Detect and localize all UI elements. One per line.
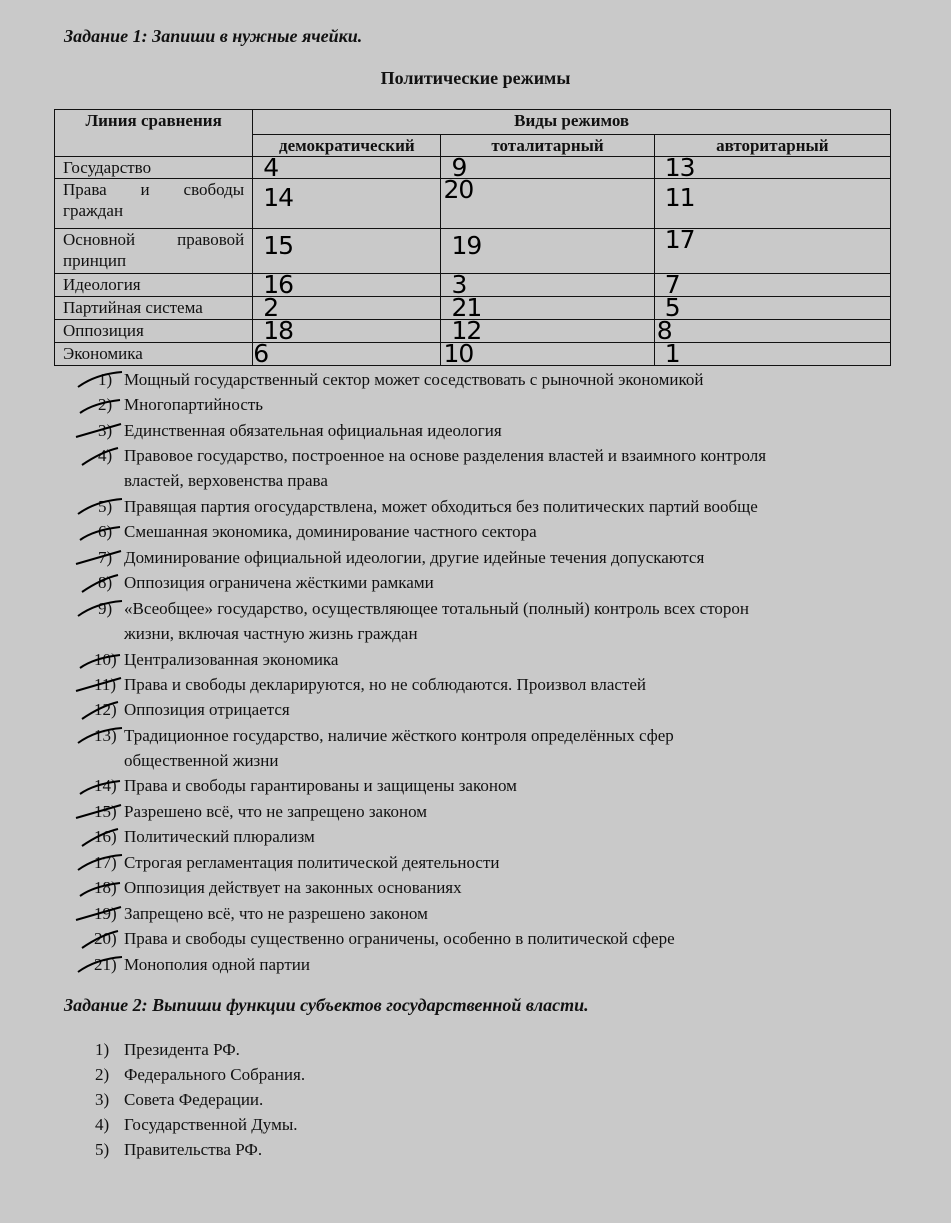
item-text: Правительства РФ. (124, 1140, 263, 1159)
statement-text: Оппозиция действует на законных основаниях (124, 878, 462, 897)
statement-item (90, 901, 428, 926)
answer-cell[interactable] (441, 229, 654, 274)
handwritten-answer: 21 (451, 293, 482, 322)
statement-item (90, 773, 517, 798)
crossed-out-mark-icon (76, 726, 126, 746)
statement-number: 5) (98, 497, 113, 516)
statement-number: 14) (94, 776, 117, 795)
statement-text: Политический плюрализм (124, 827, 315, 846)
statement-text: Права и свободы существенно ограничены, особенно в политической сфере (124, 929, 675, 948)
row-label: Государство (55, 157, 253, 179)
statement-item (90, 850, 500, 875)
crossed-out-mark-icon (76, 700, 126, 720)
crossed-out-mark-icon (76, 548, 126, 568)
statement-number: 6) (98, 522, 113, 541)
statement-text: Многопартийность (124, 395, 264, 414)
crossed-out-mark-icon (76, 573, 126, 593)
crossed-out-mark-icon (76, 421, 126, 441)
table-row (55, 343, 891, 366)
answer-cell[interactable] (654, 179, 890, 229)
statement-text: Правящая партия огосударствлена, может обходиться без политических партий вообще (124, 497, 758, 516)
answer-cell[interactable] (253, 229, 441, 274)
crossed-out-mark-icon (76, 929, 126, 949)
statement-item (90, 672, 647, 697)
handwritten-answer: 2 (263, 293, 279, 322)
item-number: 4) (95, 1115, 110, 1134)
crossed-out-mark-icon (76, 827, 126, 847)
header-regime-types: Виды режимов (253, 110, 891, 135)
header-democratic: демократический (253, 135, 441, 157)
statement-number: 16) (94, 827, 117, 846)
statement-text-continued: общественной жизни (124, 751, 279, 770)
crossed-out-mark-icon (76, 497, 126, 517)
task2-title: Задание 2: Выпиши функции субъектов государственной власти. (64, 995, 589, 1015)
handwritten-answer: 6 (253, 339, 269, 368)
table-row (55, 179, 891, 229)
statement-number: 15) (94, 802, 117, 821)
handwritten-answer: 12 (451, 316, 482, 345)
statement-item (90, 367, 704, 392)
handwritten-answer: 4 (263, 153, 279, 182)
answer-cell[interactable] (253, 153, 441, 182)
statement-item (90, 494, 758, 519)
header-authoritarian: авторитарный (654, 135, 890, 157)
statement-number: 18) (94, 878, 117, 897)
statement-text-continued: жизни, включая частную жизнь граждан (124, 624, 418, 643)
statement-text: Права и свободы гарантированы и защищены законом (124, 776, 517, 795)
answer-cell[interactable] (253, 270, 441, 299)
handwritten-answer: 19 (451, 231, 482, 260)
statement-item (90, 596, 749, 643)
answer-cell[interactable] (253, 339, 441, 368)
crossed-out-mark-icon (76, 904, 126, 924)
item-text: Совета Федерации. (124, 1090, 264, 1109)
statement-item (90, 952, 310, 977)
item-number: 3) (95, 1090, 110, 1109)
statement-number: 1) (98, 370, 113, 389)
row-label: Основной правовой принцип (55, 229, 253, 274)
statement-text: Строгая регламентация политической деятельности (124, 853, 500, 872)
statement-text: Права и свободы декларируются, но не соблюдаются. Произвол властей (124, 675, 647, 694)
row-label: Партийная система (55, 297, 253, 320)
handwritten-answer: 16 (263, 270, 294, 299)
statement-number: 19) (94, 904, 117, 923)
item-text: Федерального Собрания. (124, 1065, 306, 1084)
handwritten-answer: 8 (656, 316, 672, 345)
handwritten-answer: 14 (263, 183, 294, 212)
handwritten-answer: 7 (664, 270, 680, 299)
crossed-out-mark-icon (76, 370, 126, 390)
statement-item (90, 799, 428, 824)
crossed-out-mark-icon (76, 395, 126, 415)
statement-number: 8) (98, 573, 113, 592)
statement-text: Оппозиция отрицается (124, 700, 290, 719)
answer-cell[interactable] (441, 339, 654, 368)
handwritten-answer: 11 (664, 183, 695, 212)
statement-item (90, 545, 705, 570)
statement-text: Традиционное государство, наличие жёсткого контроля определённых сфер (124, 726, 674, 745)
crossed-out-mark-icon (76, 599, 126, 619)
answer-cell[interactable] (441, 175, 654, 229)
answer-cell[interactable] (654, 153, 890, 182)
statement-number: 12) (94, 700, 117, 719)
statement-text: Доминирование официальной идеологии, другие идейные течения допускаются (124, 548, 705, 567)
handwritten-answer: 15 (263, 231, 294, 260)
task1-title: Задание 1: Запиши в нужные ячейки. (64, 26, 363, 46)
statement-item (90, 570, 434, 595)
row-label: Права и свободы граждан (55, 179, 253, 229)
crossed-out-mark-icon (76, 675, 126, 695)
row-label: Идеология (55, 274, 253, 297)
statement-text: «Всеобщее» государство, осуществляющее тотальный (полный) контроль всех сторон (124, 599, 749, 618)
item-number: 5) (95, 1140, 110, 1159)
statement-item (90, 519, 537, 544)
crossed-out-mark-icon (76, 522, 126, 542)
list-item (95, 1112, 298, 1137)
table-title: Политические режимы (380, 68, 571, 88)
statement-item (90, 647, 339, 672)
crossed-out-mark-icon (76, 776, 126, 796)
statement-item (90, 723, 674, 770)
answer-cell[interactable] (654, 316, 890, 345)
answer-cell[interactable] (654, 225, 890, 274)
answer-cell[interactable] (253, 316, 441, 345)
statement-text: Смешанная экономика, доминирование частного сектора (124, 522, 537, 541)
crossed-out-mark-icon (76, 650, 126, 670)
regimes-table (54, 109, 891, 366)
statement-number: 11) (94, 675, 117, 694)
handwritten-answer: 13 (664, 153, 695, 182)
statement-text: Единственная обязательная официальная идеология (124, 421, 502, 440)
statement-text: Монополия одной партии (124, 955, 310, 974)
crossed-out-mark-icon (76, 802, 126, 822)
statement-text-continued: властей, верховенства права (124, 471, 328, 490)
statement-number: 17) (94, 853, 117, 872)
statement-number: 3) (98, 421, 113, 440)
statement-number: 10) (94, 650, 117, 669)
handwritten-answer: 17 (664, 225, 695, 254)
handwritten-answer: 20 (443, 175, 474, 204)
statement-item (90, 926, 675, 951)
statement-item (90, 824, 315, 849)
statement-item (90, 443, 767, 490)
answer-cell[interactable] (654, 339, 890, 368)
handwritten-answer: 10 (443, 339, 474, 368)
statement-text: Мощный государственный сектор может соседствовать с рыночной экономикой (124, 370, 704, 389)
handwritten-answer: 9 (451, 153, 467, 182)
row-label: Оппозиция (55, 320, 253, 343)
list-item (95, 1037, 240, 1062)
table-row (55, 229, 891, 274)
statement-number: 20) (94, 929, 117, 948)
handwritten-answer: 18 (263, 316, 294, 345)
item-text: Государственной Думы. (124, 1115, 298, 1134)
statement-text: Правовое государство, построенное на основе разделения властей и взаимного контроля (124, 446, 767, 465)
answer-cell[interactable] (654, 293, 890, 322)
handwritten-answer: 5 (664, 293, 680, 322)
crossed-out-mark-icon (76, 955, 126, 975)
statement-text: Оппозиция ограничена жёсткими рамками (124, 573, 434, 592)
header-compare-line: Линия сравнения (55, 110, 253, 157)
crossed-out-mark-icon (76, 446, 126, 466)
statement-number: 7) (98, 548, 113, 567)
statement-item (90, 875, 462, 900)
answer-cell[interactable] (654, 270, 890, 299)
statement-number: 9) (98, 599, 113, 618)
statement-text: Запрещено всё, что не разрешено законом (124, 904, 428, 923)
statement-number: 4) (98, 446, 113, 465)
handwritten-answer: 1 (664, 339, 680, 368)
statement-text: Централизованная экономика (124, 650, 339, 669)
item-number: 1) (95, 1040, 110, 1059)
answer-cell[interactable] (253, 179, 441, 229)
item-text: Президента РФ. (124, 1040, 240, 1059)
statement-number: 2) (98, 395, 113, 414)
list-item (95, 1062, 305, 1087)
list-item (95, 1137, 262, 1162)
statement-item (90, 392, 264, 417)
list-item (95, 1087, 263, 1112)
statement-number: 21) (94, 955, 117, 974)
crossed-out-mark-icon (76, 853, 126, 873)
item-number: 2) (95, 1065, 110, 1084)
crossed-out-mark-icon (76, 878, 126, 898)
statement-item (90, 418, 502, 443)
statement-item (90, 697, 290, 722)
row-label: Экономика (55, 343, 253, 366)
statement-text: Разрешено всё, что не запрещено законом (124, 802, 428, 821)
header-totalitarian: тоталитарный (441, 135, 654, 157)
statement-number: 13) (94, 726, 117, 745)
handwritten-answer: 3 (451, 270, 467, 299)
